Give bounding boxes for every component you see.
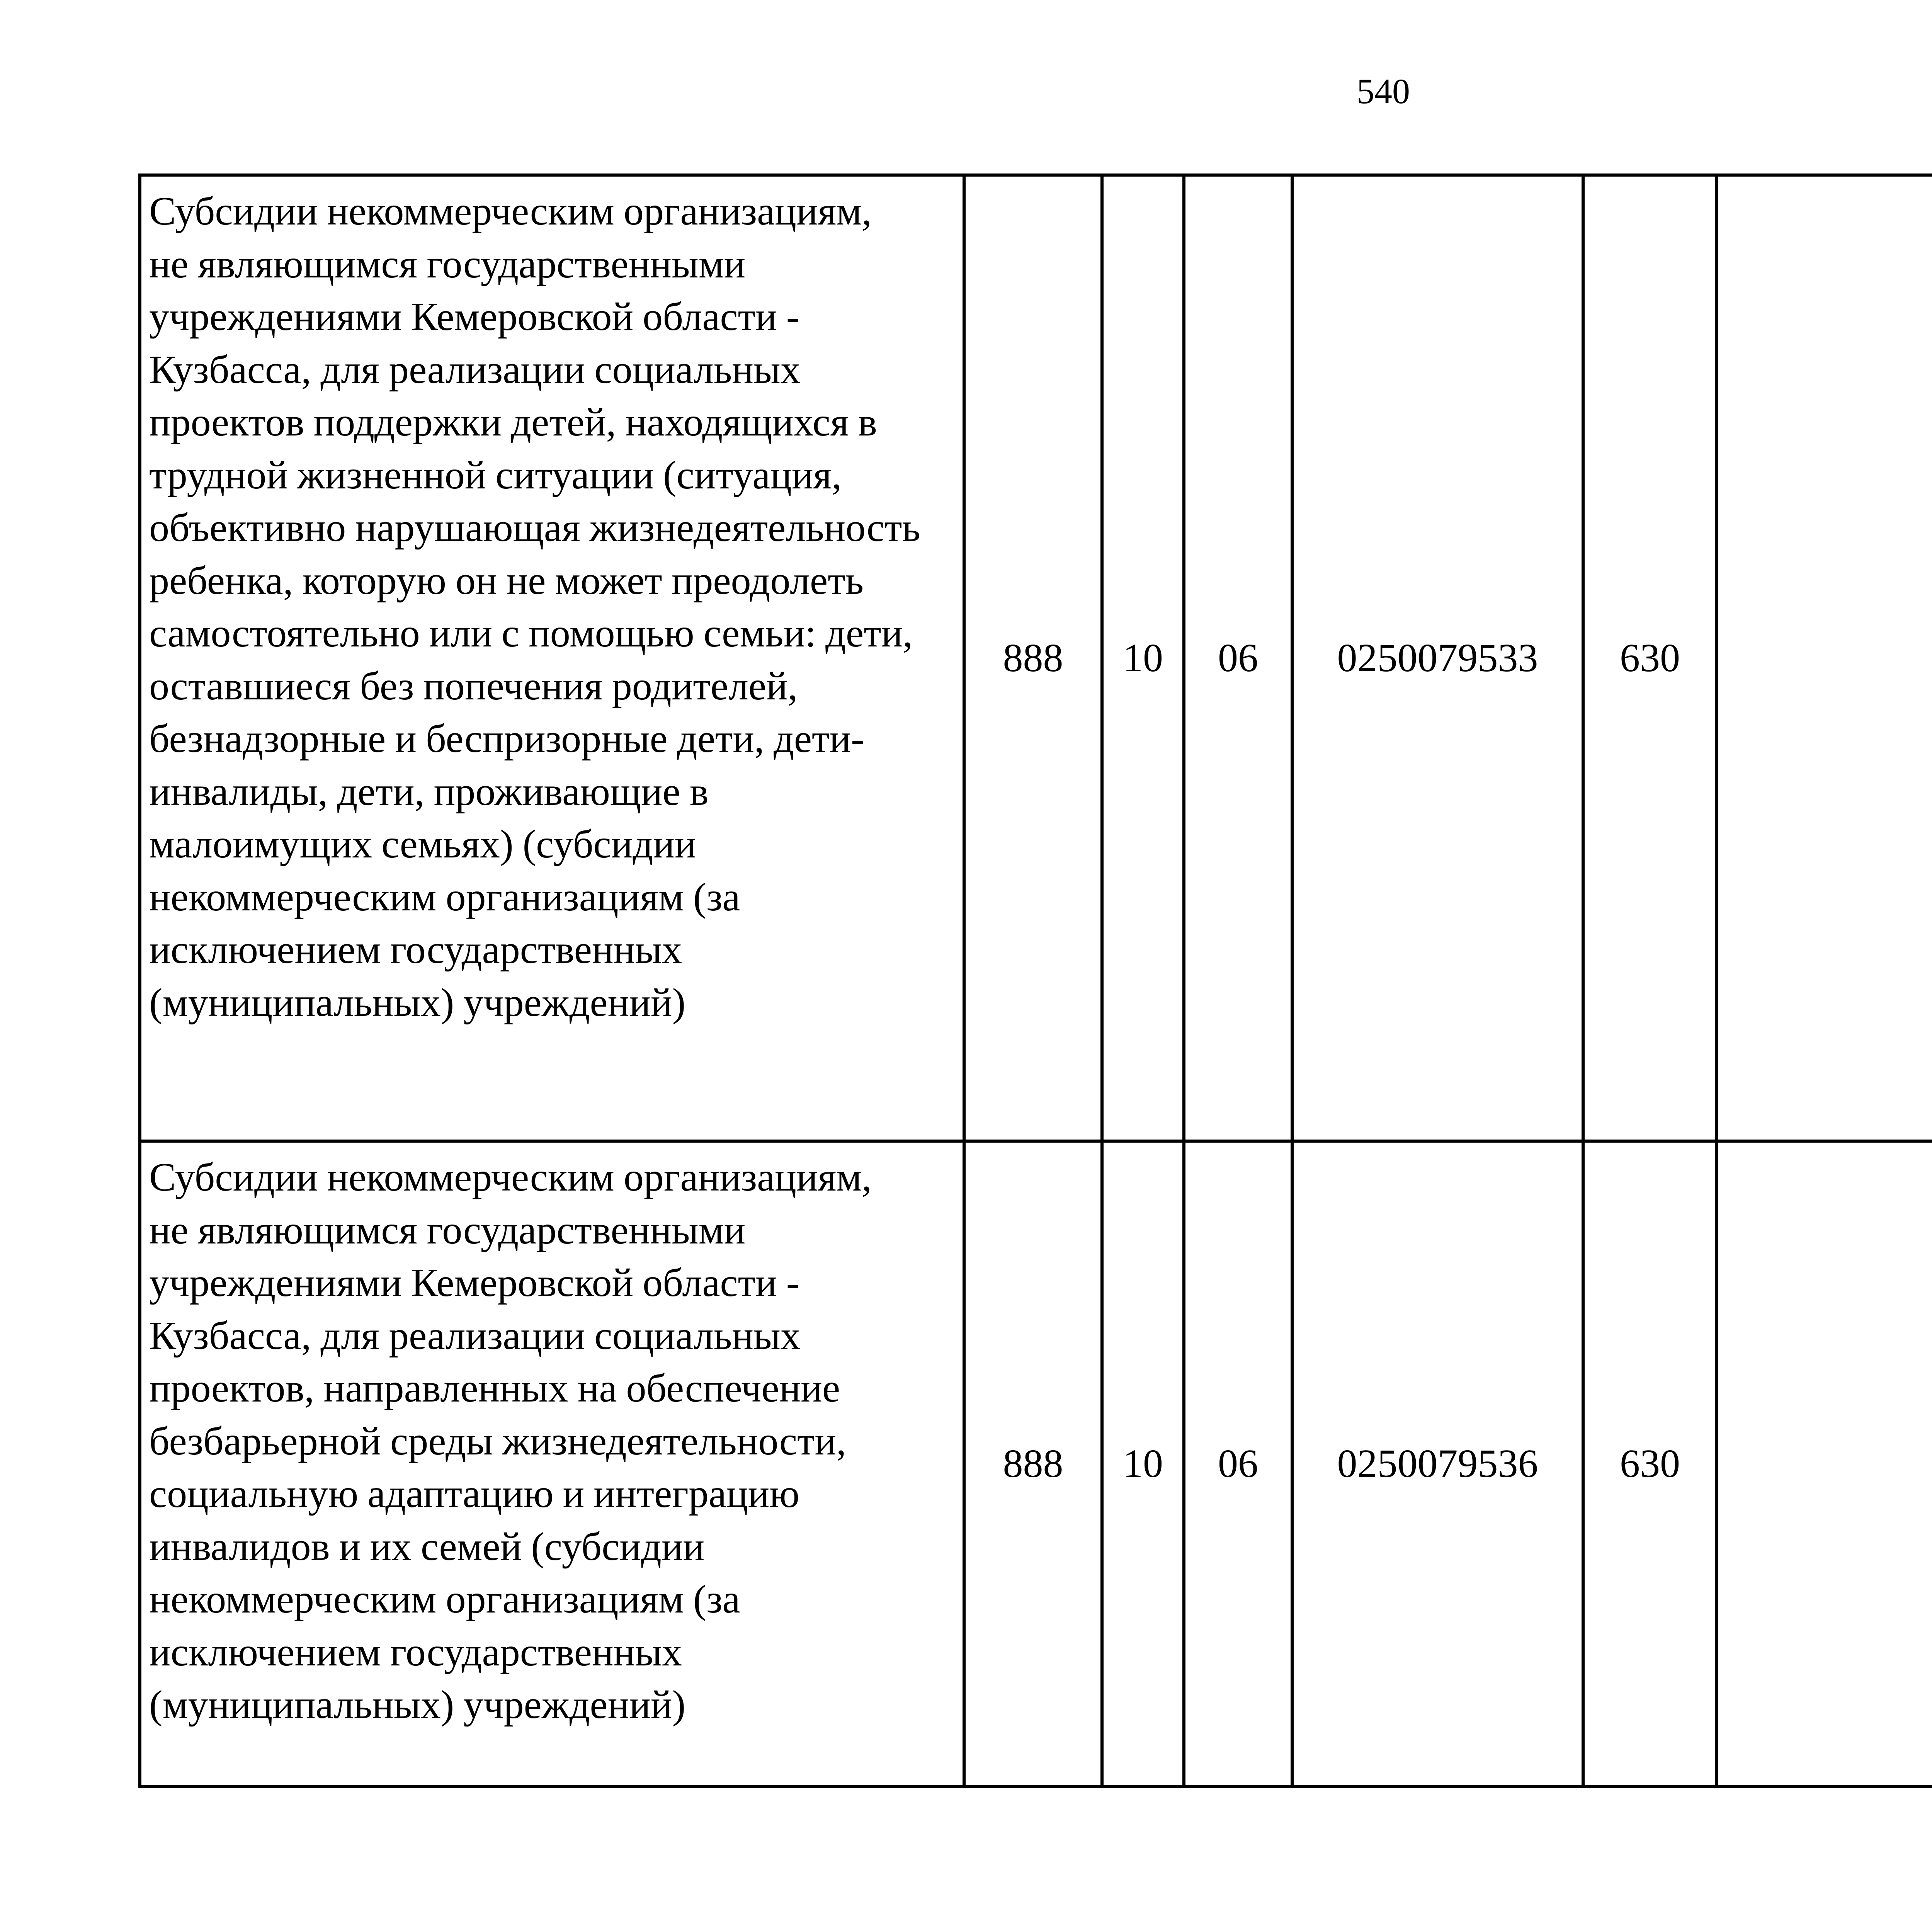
table-row: [140, 1141, 1932, 1786]
expense-type-code: 630: [1583, 175, 1717, 1141]
section-code: 10: [1102, 175, 1184, 1141]
amount-year-1: [1717, 1141, 1932, 1786]
page-number: 540: [1357, 71, 1410, 111]
target-article-code: 0250079536: [1292, 1141, 1583, 1786]
subsection-code: 06: [1184, 1141, 1292, 1786]
amount-year-1: [1717, 175, 1932, 1141]
ministry-code: 888: [964, 175, 1102, 1141]
expense-description: Субсидии некоммерческим организациям, не являющимся государственными учреждениями Кемеровской области - Кузбасса, для реализации социальных проектов поддержки детей, находящихся в трудной жизненной ситуации (ситуация, объективно нарушающая жизнедеятельность ребенка, которую он не может преодолеть самостоятельно или с помощью семьи: дети, оставшиеся без попечения родителей, безнадзорные и беспризорные дети, дети- инвалиды, дети, проживающие в малоимущих семьях) (субсидии некоммерческим организациям (за исключением государственных (муниципальных) учреждений): [140, 175, 964, 1141]
budget-table: [138, 173, 1932, 1788]
subsection-code: 06: [1184, 175, 1292, 1141]
expense-description: Субсидии некоммерческим организациям, не являющимся государственными учреждениями Кемеровской области - Кузбасса, для реализации социальных проектов, направленных на обеспечение безбарьерной среды жизнедеятельности, социальную адаптацию и интеграцию инвалидов и их семей (субсидии некоммерческим организациям (за исключением государственных (муниципальных) учреждений): [140, 1141, 964, 1786]
section-code: 10: [1102, 1141, 1184, 1786]
ministry-code: 888: [964, 1141, 1102, 1786]
expense-type-code: 630: [1583, 1141, 1717, 1786]
target-article-code: 0250079533: [1292, 175, 1583, 1141]
table-row: [140, 175, 1932, 1141]
